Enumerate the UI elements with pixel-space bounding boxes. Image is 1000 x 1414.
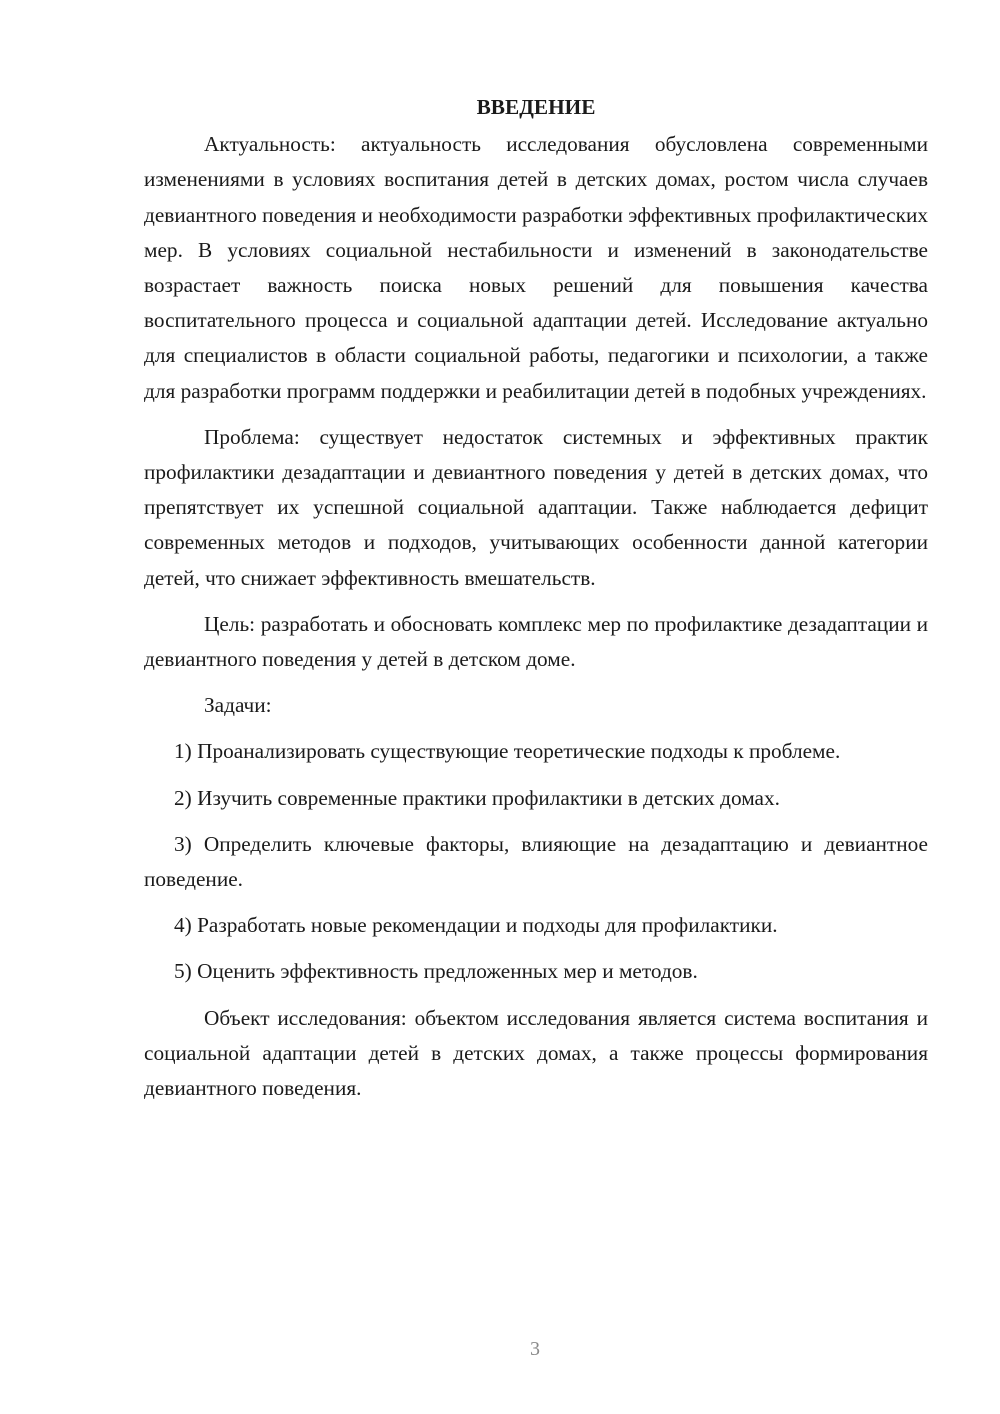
tasks-label: Задачи: <box>204 693 272 718</box>
paragraph-gap <box>144 677 928 688</box>
section-heading: ВВЕДЕНИЕ <box>476 95 596 119</box>
paragraph-gap <box>144 990 928 1001</box>
task-item-3: 3) Определить ключевые факторы, влияющие на дезадаптацию и девиантное поведение. <box>144 831 928 892</box>
paragraph-gap <box>144 770 928 781</box>
task-item-2: 2) Изучить современные практики профилактики в детских домах. <box>174 785 780 810</box>
page-content <box>144 90 928 1106</box>
paragraph-gap <box>144 409 928 420</box>
paragraph-gap <box>144 816 928 827</box>
paragraph-gap <box>144 723 928 734</box>
task-item-1: 1) Проанализировать существующие теоретические подходы к проблеме. <box>174 739 841 764</box>
paragraph-gap <box>144 596 928 607</box>
task-item-5: 5) Оценить эффективность предложенных мер и методов. <box>174 959 698 984</box>
paragraph-goal: Цель: разработать и обосновать комплекс мер по профилактике дезадаптации и девиантного поведения у детей в детском доме. <box>144 611 928 672</box>
paragraph-gap <box>144 943 928 954</box>
page-number: 3 <box>530 1338 540 1360</box>
paragraph-gap <box>144 897 928 908</box>
paragraph-relevance: Актуальность: актуальность исследования обусловлена современными изменениями в условиях воспитания детей в детских домах, ростом числа случаев девиантного поведения и необходимости разработки эффективных профилактических мер. В условиях социальной нестабильности и изменений в законодательстве возрастает важность поиска новых решений для повышения качества воспитательного процесса и социальной адаптации детей. Исследование актуально для специалистов в области социальной работы, педагогики и психологии, а также для разработки программ поддержки и реабилитации детей в подобных учреждениях. <box>144 132 928 403</box>
paragraph-object: Объект исследования: объектом исследования является система воспитания и социальной адаптации детей в детских домах, а также процессы формирования девиантного поведения. <box>144 1005 928 1101</box>
paragraph-problem: Проблема: существует недостаток системных и эффективных практик профилактики дезадаптации и девиантного поведения у детей в детских домах, что препятствует их успешной социальной адаптации. Также наблюдается дефицит современных методов и подходов, учитывающих особенности данной категории детей, что снижает эффективность вмешательств. <box>144 424 928 590</box>
task-item-4: 4) Разработать новые рекомендации и подходы для профилактики. <box>174 913 778 938</box>
